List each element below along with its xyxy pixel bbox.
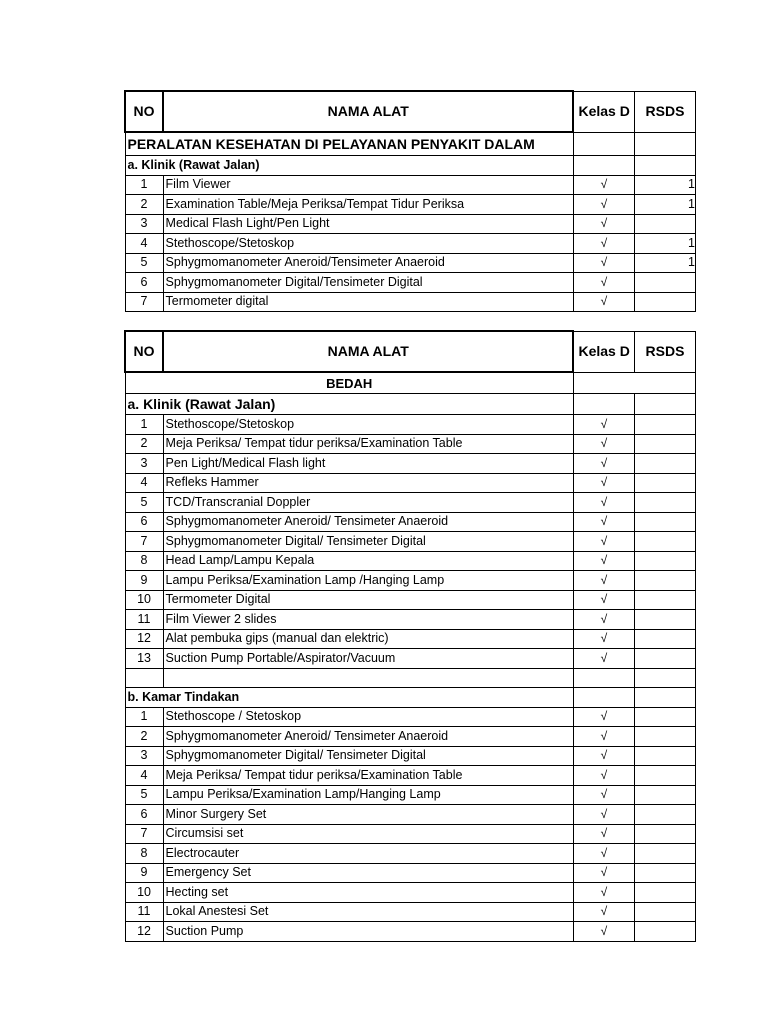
row-rsds-value: [634, 434, 695, 454]
row-number: 4: [125, 234, 163, 254]
header-kelas: Kelas D: [573, 91, 634, 132]
row-rsds-value: [634, 214, 695, 234]
table-row: [125, 571, 696, 591]
table-row: [125, 824, 696, 844]
row-kelas-check: √: [573, 175, 634, 195]
row-rsds-value: 1: [634, 234, 695, 254]
row-equipment-name: Hecting set: [163, 883, 573, 903]
row-rsds-value: [634, 610, 695, 630]
header-name: NAMA ALAT: [163, 91, 573, 132]
row-number: 7: [125, 824, 163, 844]
row-kelas-check: √: [573, 727, 634, 747]
row-rsds-value: [634, 824, 695, 844]
row-equipment-name: Lampu Periksa/Examination Lamp /Hanging Lamp: [163, 571, 573, 591]
table-row: [125, 785, 696, 805]
row-kelas-check: √: [573, 766, 634, 786]
section-row: [125, 132, 696, 156]
subsection-row: [125, 394, 696, 415]
row-number: 7: [125, 292, 163, 312]
row-rsds-value: [634, 473, 695, 493]
row-equipment-name: Sphygmomanometer Digital/ Tensimeter Digital: [163, 532, 573, 552]
row-rsds-value: 1: [634, 175, 695, 195]
row-kelas-check: √: [573, 493, 634, 513]
row-number: 5: [125, 253, 163, 273]
row-number: 10: [125, 883, 163, 903]
row-kelas-check: √: [573, 883, 634, 903]
row-equipment-name: Medical Flash Light/Pen Light: [163, 214, 573, 234]
table-row: [125, 551, 696, 571]
row-rsds-value: [634, 629, 695, 649]
table-row: [125, 883, 696, 903]
row-equipment-name: Sphygmomanometer Digital/Tensimeter Digital: [163, 273, 573, 293]
row-kelas-check: √: [573, 649, 634, 669]
table-row: [125, 473, 696, 493]
row-number: 9: [125, 863, 163, 883]
row-rsds-value: [634, 551, 695, 571]
subsection-title: a. Klinik (Rawat Jalan): [127, 395, 276, 412]
row-rsds-value: [634, 707, 695, 727]
row-rsds-value: [634, 532, 695, 552]
header-kelas: Kelas D: [573, 331, 634, 372]
row-rsds-value: [634, 785, 695, 805]
row-rsds-value: [634, 805, 695, 825]
row-kelas-check: √: [573, 571, 634, 591]
row-rsds-value: 1: [634, 195, 695, 215]
row-equipment-name: Suction Pump Portable/Aspirator/Vacuum: [163, 649, 573, 669]
row-kelas-check: √: [573, 253, 634, 273]
row-number: 3: [125, 746, 163, 766]
row-rsds-value: [634, 863, 695, 883]
row-equipment-name: Sphygmomanometer Aneroid/ Tensimeter Anaeroid: [163, 512, 573, 532]
row-equipment-name: Electrocauter: [163, 844, 573, 864]
row-equipment-name: Sphygmomanometer Aneroid/ Tensimeter Anaeroid: [163, 727, 573, 747]
header-rsds: RSDS: [634, 91, 695, 132]
row-number: 2: [125, 195, 163, 215]
row-number: 4: [125, 473, 163, 493]
row-rsds-value: [634, 590, 695, 610]
table-row: [125, 214, 696, 234]
row-number: 9: [125, 571, 163, 591]
row-kelas-check: √: [573, 590, 634, 610]
table2-rows-a: [125, 415, 696, 669]
row-kelas-check: √: [573, 454, 634, 474]
row-kelas-check: √: [573, 234, 634, 254]
row-kelas-check: √: [573, 532, 634, 552]
row-rsds-value: [634, 512, 695, 532]
row-kelas-check: √: [573, 512, 634, 532]
row-kelas-check: √: [573, 805, 634, 825]
header-no: NO: [125, 91, 163, 132]
row-equipment-name: Circumsisi set: [163, 824, 573, 844]
row-number: 3: [125, 214, 163, 234]
row-kelas-check: √: [573, 551, 634, 571]
table-row: [125, 253, 696, 273]
row-rsds-value: [634, 883, 695, 903]
subsection-title: b. Kamar Tindakan: [127, 689, 240, 704]
row-number: 5: [125, 785, 163, 805]
row-number: 1: [125, 175, 163, 195]
row-kelas-check: √: [573, 785, 634, 805]
row-equipment-name: Film Viewer 2 slides: [163, 610, 573, 630]
row-rsds-value: [634, 727, 695, 747]
row-rsds-value: [634, 766, 695, 786]
table-row: [125, 922, 696, 942]
row-kelas-check: √: [573, 844, 634, 864]
table-row: [125, 746, 696, 766]
table-row: [125, 844, 696, 864]
row-number: 1: [125, 707, 163, 727]
table-row: [125, 805, 696, 825]
row-kelas-check: √: [573, 473, 634, 493]
row-number: 11: [125, 610, 163, 630]
row-number: 3: [125, 454, 163, 474]
row-equipment-name: Meja Periksa/ Tempat tidur periksa/Examination Table: [163, 766, 573, 786]
row-rsds-value: [634, 571, 695, 591]
section-row: [125, 372, 696, 394]
row-equipment-name: Suction Pump: [163, 922, 573, 942]
row-kelas-check: √: [573, 863, 634, 883]
header-rsds: RSDS: [634, 331, 695, 372]
table-row: [125, 512, 696, 532]
table-row: [125, 649, 696, 669]
table-row: [125, 273, 696, 293]
table-row: [125, 415, 696, 435]
row-number: 6: [125, 805, 163, 825]
row-equipment-name: Examination Table/Meja Periksa/Tempat Tidur Periksa: [163, 195, 573, 215]
row-rsds-value: 1: [634, 253, 695, 273]
row-number: 4: [125, 766, 163, 786]
table-row: [125, 234, 696, 254]
table-row: [125, 707, 696, 727]
row-equipment-name: TCD/Transcranial Doppler: [163, 493, 573, 513]
row-equipment-name: Pen Light/Medical Flash light: [163, 454, 573, 474]
header-no: NO: [125, 331, 163, 372]
row-kelas-check: √: [573, 707, 634, 727]
row-kelas-check: √: [573, 610, 634, 630]
row-rsds-value: [634, 844, 695, 864]
row-equipment-name: Minor Surgery Set: [163, 805, 573, 825]
row-equipment-name: Refleks Hammer: [163, 473, 573, 493]
table-row: [125, 629, 696, 649]
row-equipment-name: Sphygmomanometer Aneroid/Tensimeter Anaeroid: [163, 253, 573, 273]
table-row: [125, 292, 696, 312]
subsection-row: [125, 688, 696, 708]
row-number: 8: [125, 844, 163, 864]
row-number: 7: [125, 532, 163, 552]
row-rsds-value: [634, 415, 695, 435]
row-equipment-name: Alat pembuka gips (manual dan elektric): [163, 629, 573, 649]
row-equipment-name: Termometer Digital: [163, 590, 573, 610]
row-equipment-name: Emergency Set: [163, 863, 573, 883]
row-rsds-value: [634, 454, 695, 474]
row-kelas-check: √: [573, 629, 634, 649]
row-rsds-value: [634, 746, 695, 766]
row-kelas-check: √: [573, 273, 634, 293]
row-number: 11: [125, 902, 163, 922]
subsection-title: a. Klinik (Rawat Jalan): [127, 157, 260, 172]
row-number: 6: [125, 273, 163, 293]
row-number: 8: [125, 551, 163, 571]
table-row: [125, 902, 696, 922]
table-row: [125, 610, 696, 630]
row-rsds-value: [634, 273, 695, 293]
table-row: [125, 727, 696, 747]
table-row: [125, 863, 696, 883]
row-rsds-value: [634, 493, 695, 513]
row-number: 13: [125, 649, 163, 669]
row-kelas-check: √: [573, 922, 634, 942]
row-equipment-name: Stethoscope/Stetoskop: [163, 234, 573, 254]
row-equipment-name: Film Viewer: [163, 175, 573, 195]
table-row: [125, 532, 696, 552]
table-header-row: [125, 91, 696, 132]
row-kelas-check: √: [573, 746, 634, 766]
equipment-table-penyakit-dalam: [124, 90, 696, 312]
table-row: [125, 493, 696, 513]
row-number: 12: [125, 629, 163, 649]
row-equipment-name: Head Lamp/Lampu Kepala: [163, 551, 573, 571]
row-rsds-value: [634, 649, 695, 669]
table-row: [125, 454, 696, 474]
header-name: NAMA ALAT: [163, 331, 573, 372]
row-kelas-check: √: [573, 292, 634, 312]
row-number: 10: [125, 590, 163, 610]
row-kelas-check: √: [573, 415, 634, 435]
row-number: 5: [125, 493, 163, 513]
subsection-row: [125, 156, 696, 176]
table-row: [125, 195, 696, 215]
row-number: 12: [125, 922, 163, 942]
table-row: [125, 590, 696, 610]
row-rsds-value: [634, 922, 695, 942]
equipment-table-bedah: [124, 330, 696, 942]
row-equipment-name: Stethoscope/Stetoskop: [163, 415, 573, 435]
table-row: [125, 175, 696, 195]
row-equipment-name: Sphygmomanometer Digital/ Tensimeter Digital: [163, 746, 573, 766]
row-number: 6: [125, 512, 163, 532]
row-rsds-value: [634, 902, 695, 922]
row-kelas-check: √: [573, 902, 634, 922]
row-equipment-name: Lampu Periksa/Examination Lamp/Hanging Lamp: [163, 785, 573, 805]
row-kelas-check: √: [573, 434, 634, 454]
row-number: 2: [125, 727, 163, 747]
table2-rows-b: [125, 707, 696, 941]
row-equipment-name: Termometer digital: [163, 292, 573, 312]
row-rsds-value: [634, 292, 695, 312]
table-header-row: [125, 331, 696, 372]
table-row: [125, 434, 696, 454]
row-kelas-check: √: [573, 824, 634, 844]
section-title: PERALATAN KESEHATAN DI PELAYANAN PENYAKIT DALAM: [127, 135, 535, 152]
table-row: [125, 766, 696, 786]
table1-rows: [125, 175, 696, 312]
row-equipment-name: Lokal Anestesi Set: [163, 902, 573, 922]
row-kelas-check: √: [573, 195, 634, 215]
section-title: BEDAH: [125, 372, 573, 394]
row-number: 1: [125, 415, 163, 435]
row-equipment-name: Stethoscope / Stetoskop: [163, 707, 573, 727]
row-kelas-check: √: [573, 214, 634, 234]
blank-row: [125, 668, 696, 688]
row-equipment-name: Meja Periksa/ Tempat tidur periksa/Examination Table: [163, 434, 573, 454]
row-number: 2: [125, 434, 163, 454]
